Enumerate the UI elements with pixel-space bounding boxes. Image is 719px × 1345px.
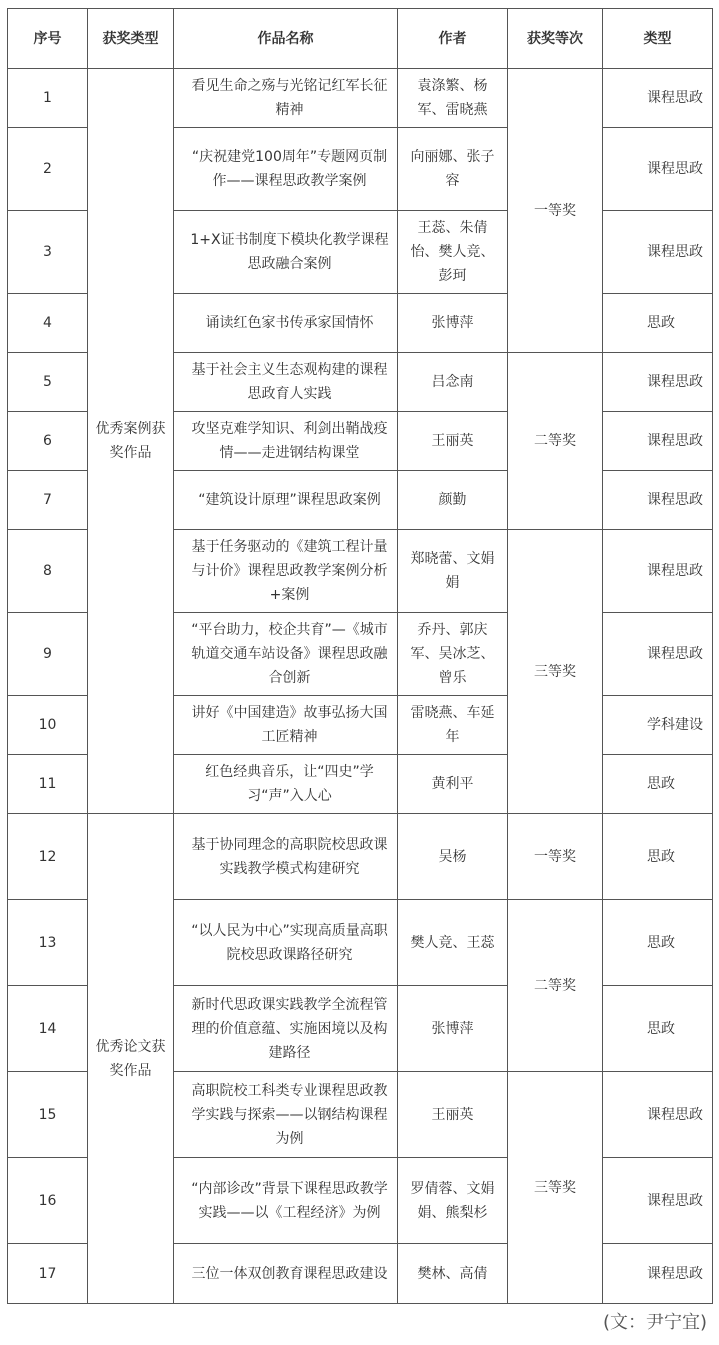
level-cell: 三等奖 bbox=[508, 1072, 603, 1304]
row-no: 1 bbox=[8, 69, 88, 128]
row-no: 17 bbox=[8, 1244, 88, 1304]
row-type: 思政 bbox=[603, 294, 713, 353]
header-category: 获奖类型 bbox=[88, 9, 174, 69]
row-author: 樊林、高倩 bbox=[398, 1244, 508, 1304]
author-credit: (文：尹宁宜) bbox=[602, 1312, 707, 1333]
category-cell: 优秀论文获奖作品 bbox=[88, 814, 174, 1304]
row-type: 课程思政 bbox=[603, 471, 713, 530]
row-type: 思政 bbox=[603, 986, 713, 1072]
row-no: 12 bbox=[8, 814, 88, 900]
row-title: 诵读红色家书传承家国情怀 bbox=[174, 294, 398, 353]
row-no: 7 bbox=[8, 471, 88, 530]
row-no: 6 bbox=[8, 412, 88, 471]
header-no: 序号 bbox=[8, 9, 88, 69]
row-title: 基于社会主义生态观构建的课程思政育人实践 bbox=[174, 353, 398, 412]
row-author: 王丽英 bbox=[398, 412, 508, 471]
level-cell: 一等奖 bbox=[508, 69, 603, 353]
row-type: 学科建设 bbox=[603, 696, 713, 755]
row-type: 课程思政 bbox=[603, 530, 713, 613]
row-author: 颜勤 bbox=[398, 471, 508, 530]
row-author: 罗倩蓉、文娟娟、熊梨杉 bbox=[398, 1158, 508, 1244]
row-type: 课程思政 bbox=[603, 353, 713, 412]
row-type: 思政 bbox=[603, 900, 713, 986]
row-type: 课程思政 bbox=[603, 1072, 713, 1158]
row-title: 攻坚克难学知识、利剑出鞘战疫情——走进钢结构课堂 bbox=[174, 412, 398, 471]
table-row bbox=[8, 814, 713, 900]
row-author: 吕念南 bbox=[398, 353, 508, 412]
row-no: 5 bbox=[8, 353, 88, 412]
row-no: 3 bbox=[8, 211, 88, 294]
header-author: 作者 bbox=[398, 9, 508, 69]
row-type: 课程思政 bbox=[603, 128, 713, 211]
row-author: 向丽娜、张子容 bbox=[398, 128, 508, 211]
row-author: 雷晓燕、车延年 bbox=[398, 696, 508, 755]
row-title: 红色经典音乐，让“四史”学习“声”入人心 bbox=[174, 755, 398, 814]
row-no: 14 bbox=[8, 986, 88, 1072]
header-type: 类型 bbox=[603, 9, 713, 69]
row-no: 16 bbox=[8, 1158, 88, 1244]
row-type: 思政 bbox=[603, 814, 713, 900]
header-level: 获奖等次 bbox=[508, 9, 603, 69]
level-cell: 一等奖 bbox=[508, 814, 603, 900]
row-title: “平台助力，校企共育”—《城市轨道交通车站设备》课程思政融合创新 bbox=[174, 613, 398, 696]
row-author: 吴杨 bbox=[398, 814, 508, 900]
row-title: “庆祝建党100周年”专题网页制作——课程思政教学案例 bbox=[174, 128, 398, 211]
row-title: 基于任务驱动的《建筑工程计量与计价》课程思政教学案例分析+案例 bbox=[174, 530, 398, 613]
row-no: 11 bbox=[8, 755, 88, 814]
awards-table bbox=[7, 8, 713, 1304]
row-title: 基于协同理念的高职院校思政课实践教学模式构建研究 bbox=[174, 814, 398, 900]
row-no: 13 bbox=[8, 900, 88, 986]
row-title: “内部诊改”背景下课程思政教学实践——以《工程经济》为例 bbox=[174, 1158, 398, 1244]
row-title: 看见生命之殇与光铭记红军长征精神 bbox=[174, 69, 398, 128]
level-cell: 三等奖 bbox=[508, 530, 603, 814]
row-author: 张博萍 bbox=[398, 294, 508, 353]
row-no: 2 bbox=[8, 128, 88, 211]
row-no: 4 bbox=[8, 294, 88, 353]
row-type: 思政 bbox=[603, 755, 713, 814]
row-type: 课程思政 bbox=[603, 69, 713, 128]
row-no: 15 bbox=[8, 1072, 88, 1158]
row-author: 黄利平 bbox=[398, 755, 508, 814]
row-type: 课程思政 bbox=[603, 1158, 713, 1244]
row-no: 9 bbox=[8, 613, 88, 696]
table-row bbox=[8, 69, 713, 128]
row-title: 讲好《中国建造》故事弘扬大国工匠精神 bbox=[174, 696, 398, 755]
row-no: 8 bbox=[8, 530, 88, 613]
row-title: 三位一体双创教育课程思政建设 bbox=[174, 1244, 398, 1304]
row-title: “建筑设计原理”课程思政案例 bbox=[174, 471, 398, 530]
level-cell: 二等奖 bbox=[508, 900, 603, 1072]
level-cell: 二等奖 bbox=[508, 353, 603, 530]
row-type: 课程思政 bbox=[603, 1244, 713, 1304]
row-no: 10 bbox=[8, 696, 88, 755]
row-author: 王蕊、朱倩怡、樊人竞、彭珂 bbox=[398, 211, 508, 294]
row-title: 新时代思政课实践教学全流程管理的价值意蕴、实施困境以及构建路径 bbox=[174, 986, 398, 1072]
row-type: 课程思政 bbox=[603, 412, 713, 471]
category-cell: 优秀案例获奖作品 bbox=[88, 69, 174, 814]
row-author: 郑晓蕾、文娟娟 bbox=[398, 530, 508, 613]
row-author: 乔丹、郭庆军、吴冰芝、曾乐 bbox=[398, 613, 508, 696]
row-author: 袁涤繁、杨军、雷晓燕 bbox=[398, 69, 508, 128]
row-type: 课程思政 bbox=[603, 613, 713, 696]
row-author: 张博萍 bbox=[398, 986, 508, 1072]
row-title: “以人民为中心”实现高质量高职院校思政课路径研究 bbox=[174, 900, 398, 986]
row-title: 1+X证书制度下模块化教学课程思政融合案例 bbox=[174, 211, 398, 294]
header-title: 作品名称 bbox=[174, 9, 398, 69]
row-author: 樊人竞、王蕊 bbox=[398, 900, 508, 986]
row-author: 王丽英 bbox=[398, 1072, 508, 1158]
header-row bbox=[8, 9, 713, 69]
row-type: 课程思政 bbox=[603, 211, 713, 294]
row-title: 高职院校工科类专业课程思政教学实践与探索——以钢结构课程为例 bbox=[174, 1072, 398, 1158]
